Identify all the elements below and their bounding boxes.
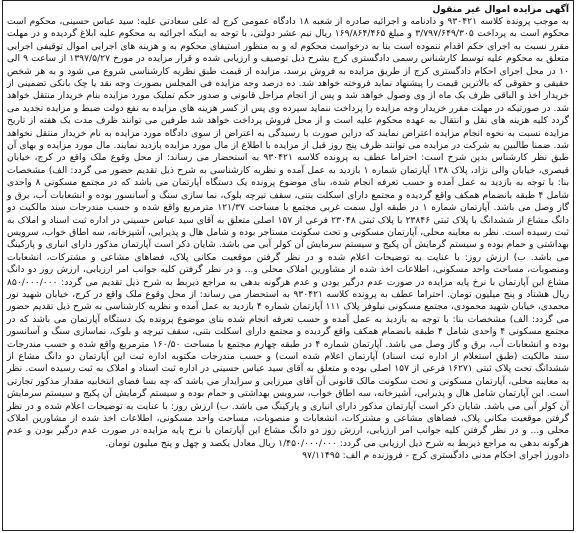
auction-notice: [2, 0, 574, 531]
notice-title: آگهی مزایده اموال غیر منقول: [432, 4, 569, 15]
notice-signature: دادورز اجرای احکام مدنی دادگستری کرج - فروزنده م الف: ۹۷/۱۱۴۹۵: [302, 450, 569, 462]
notice-body: به موجب پرونده کلاسه ۹۳۰۴۲۱ و دادنامه و اجرائیه صادره از شعبه ۱۸ دادگاه عمومی کرج له علی سعادتی علیه: سید عباس حسینی، محکوم است محکوم است به پرداخت ۳/۷۹۷/۶۴۹/۳۰۵ و مبلغ ۱۶۹/۸۶۴/۴۶۵ ریال نیم عشر دولتی، با توجه به اینکه اجرائیه به محکوم علیه ابلاغ گردیده و در مهلت مقرر نسبت به اجرای حکم اقدام ننموده است بنا به درخواست محکوم له و به منظور استیفای محکوم به و هزینه های اجرایی اموال توقیفی اجرایی متعلق به محکوم علیه توسط کارشناس رسمی دادگستری کرج بشرح ذیل توصیف و ارزیابی شده و قرار مزایده در مورخ ۱۳۹۷/۵/۲۷ از ساعت ۹ الی ۱۰ در محل اجرای احکام دادگستری کرج از طریق مزایده به فروش برسد، مزایده از قیمت طبق نظریه کارشناسی شروع می شود و به هر شخص حقیقی و حقوقی که بالاترین قیمت را پیشنهاد نماید فروخته خواهد شد. ده درصد وجه مزایده فی المجلس بصورت وجه نقد یا چک بانکی تضمینی از خریدار اخذ و الباقی ظرف یک ماه از وی وصول خواهد شد و پس از انجام مراحل قانونی و صدور حکم تملیک مورد مزایده بنام خریدار منتقل خواهد شد. در صورتیکه در مهلت مقرر خریدار وجه مزایده را پرداخت ننماید سپرده وی پس از کسر هزینه های مزایده به نفع دولت ضبط و مزایده تجدید می گردد کلیه هزینه های نقل و انتقال به عهده محکوم علیه است و از محل فروش پرداخت خواهد شد طرفین می توانند ظرف مدت یک هفته از تاریخ مزایده نسبت به نحوه انجام مزایده اعتراض نمایند که دراین صورت با رسیدگی به اعتراض از سوی دادگاه مورد مزایده به نام خریدار منتقل نخواهد شد. ضمنا طالبین به شرکت در مزایده می توانند ظرف پنج روز قبل از مزایده با اطلاع از مال مورد مزایده بازدید نمایند. مال مورد مزایده و بهای آن طبق نظر کارشناس بدین شرح است: احتراما عطف به پرونده کلاسه ۹۳۰۴۲۱ به استحضار می رساند: از محل وقوع ملک واقع در کرج، خیابان قیصری، خیابان والی نژاد، پلاک ۱۳۸ آپارتمان شماره ۱ بازدید به عمل آمده و نظریه کارشناسی به شرح ذیل تقدیم حضور می گردد: الف) مشخصات بنا: با توجه به بازدید به عمل آمده و حسب تعرفه انجام شده، بنای موضوع پرونده یک دستگاه آپارتمان می باشد که در مجتمع مسکونی ۸ واحدی شامل ۴ طبقه بانضمام همکف واقع گردیده و مجتمع دارای اسکلت بتنی، سقف تیرچه بلوک، نما سازی سنگ و آسانسور بوده و انشعابات آب، برق و گاز وصل می باشد. آپارتمان شماره ۱ در طبقه اول سمت غربی مجتمع با مساحت ۱۲۱/۳۷ مترمربع واقع شده و حسب مندرجات سند مالکیت دو دانگ مشاع از ششدانگ با پلاک ثبتی ۲۳۸۴۶ با پلاک ثبتی ۲۳۰۴۸ فرعی از ۱۵۷ اصلی متعلق به آقای سید عباس حسینی در اداره ثبت اسناد و املاک به ثبت رسیده است. نظر به معاینه محلی، آپارتمان مسکونی و تحت سکونت مستاجر بوده و شامل هال و پذیرایی، آشپزخانه، سه اطاق خواب، سرویس بهداشتی و حمام بوده و سیستم گرمایش آن پکیج و سیستم سرمایش آن کولر آبی می باشد. شایان ذکر است آپارتمان مذکور دارای انباری و پارکینگ می باشد. ب) ارزش روز: با عنایت به توضیحات اعلام شده و در نظر گرفتن موقعیت مکانی پلاک، فضاهای مشاعی و مشترکات، انشعابات ومنصوبات، مساحت واحد مسکونی، اطلاعات اخذ شده از مشاورین املاک محلی و... و در نظر گرفتن کلیه جوانب امر ارزیابی، ارزش روز دو دانگ مشاع این آپارتمان با نرخ پایه مزایده در صورت عدم درگیر بودن و عدم هرگونه بدهی به مراجع ذیربط به شرح ذیل تقدیم می گردد: ۸۵۰/۰۰۰/۰۰۰ ریال هشتاد و پنج میلیون تومان. احتراما عطف به پرونده کلاسه ۹۳۰۴۲۱ به استحضار می رساند: از محل وقوع ملک واقع در کرج، خیابان شهید نور محمدی، خیابان شهید محمودی، مجتمع مسکونی نیلوفر پلاک ۱۱۱ آپارتمان شماره ۴ بازدید به عمل آمده و نظریه کارشناسی به شرح ذیل تقدیم حضور می گردد: الف) مشخصات بنا: با توجه به بازدید به عمل آمده و حسب تعرفه انجام شده بنای موضوع پرونده یک دستگاه آپارتمان می باشد که در مجتمع مسکونی ۴ واحدی شامل ۴ طبقه بانضمام همکف واقع گردیده و مجتمع دارای اسکلت بتنی، سقف تیرچه و بلوک، نماسازی سنگ و آسانسور بوده و انشعابات آب، برق و گاز وصل می باشد. آپارتمان شماره ۴ در طبقه چهارم مجتمع با مساحت ۱۶۰/۵۰ مترمربع واقع شده و حسب مندرجات سند مالکیت (طبق استعلام از اداره ثبت اسناد) آپارتمان اعلام شده است) و حسب مندرجات مکتوبه اداره ثبت این آپارتمان دو دانگ مشاع از ششدانگ تحت پلاک ثبتی ۱۶۲۷۱ فرعی از ۱۵۷ اصلی بوده و متعلق به آقای سید عباس حسینی در اداره ثبت اسناد و املاک به ثبت رسیده است. نظر به معاینه محلی، آپارتمان مسکونی و تحت سکونت مالک قانونی آن آقای میرزایی و سرایدار می باشد که چه بسا فضای انتخابیه مقدار مذکور تجارتی است. این آپارتمان شامل هال و پذیرایی، آشپزخانه، سه اطاق خواب، سرویس بهداشتی و حمام بوده و سیستم گرمایش آن پکیج و سیستم سرمایش آن کولر آبی می باشد. شایان ذکر است آپارتمان مذکور دارای انباری و پارکینگ می باشد. ب) ارزش روز: با عنایت به توضیحات اعلام شده و در نظر گرفتن موقعیت مکانی پلاک، فضاهای مشاعی و مشترکات، انشعابات و منصوبات، مساحت واحد مسکونی، اطلاعات اخذ شده از مشاورین املاک محلی و... و در نظر گرفتن کلیه جوانب امر ارزیابی، ارزش روز دو دانگ مشاع این آپارتمان با نرخ پایه مزایده در صورت عدم درگیر بودن و عدم هرگونه بدهی به مراجع ذیربط به شرح ذیل ارزیابی می گردد: ۱/۴۵۰/۰۰۰/۰۰۰ ریال معادل یکصد و چهل و پنج میلیون تومان.: [6, 16, 570, 449]
